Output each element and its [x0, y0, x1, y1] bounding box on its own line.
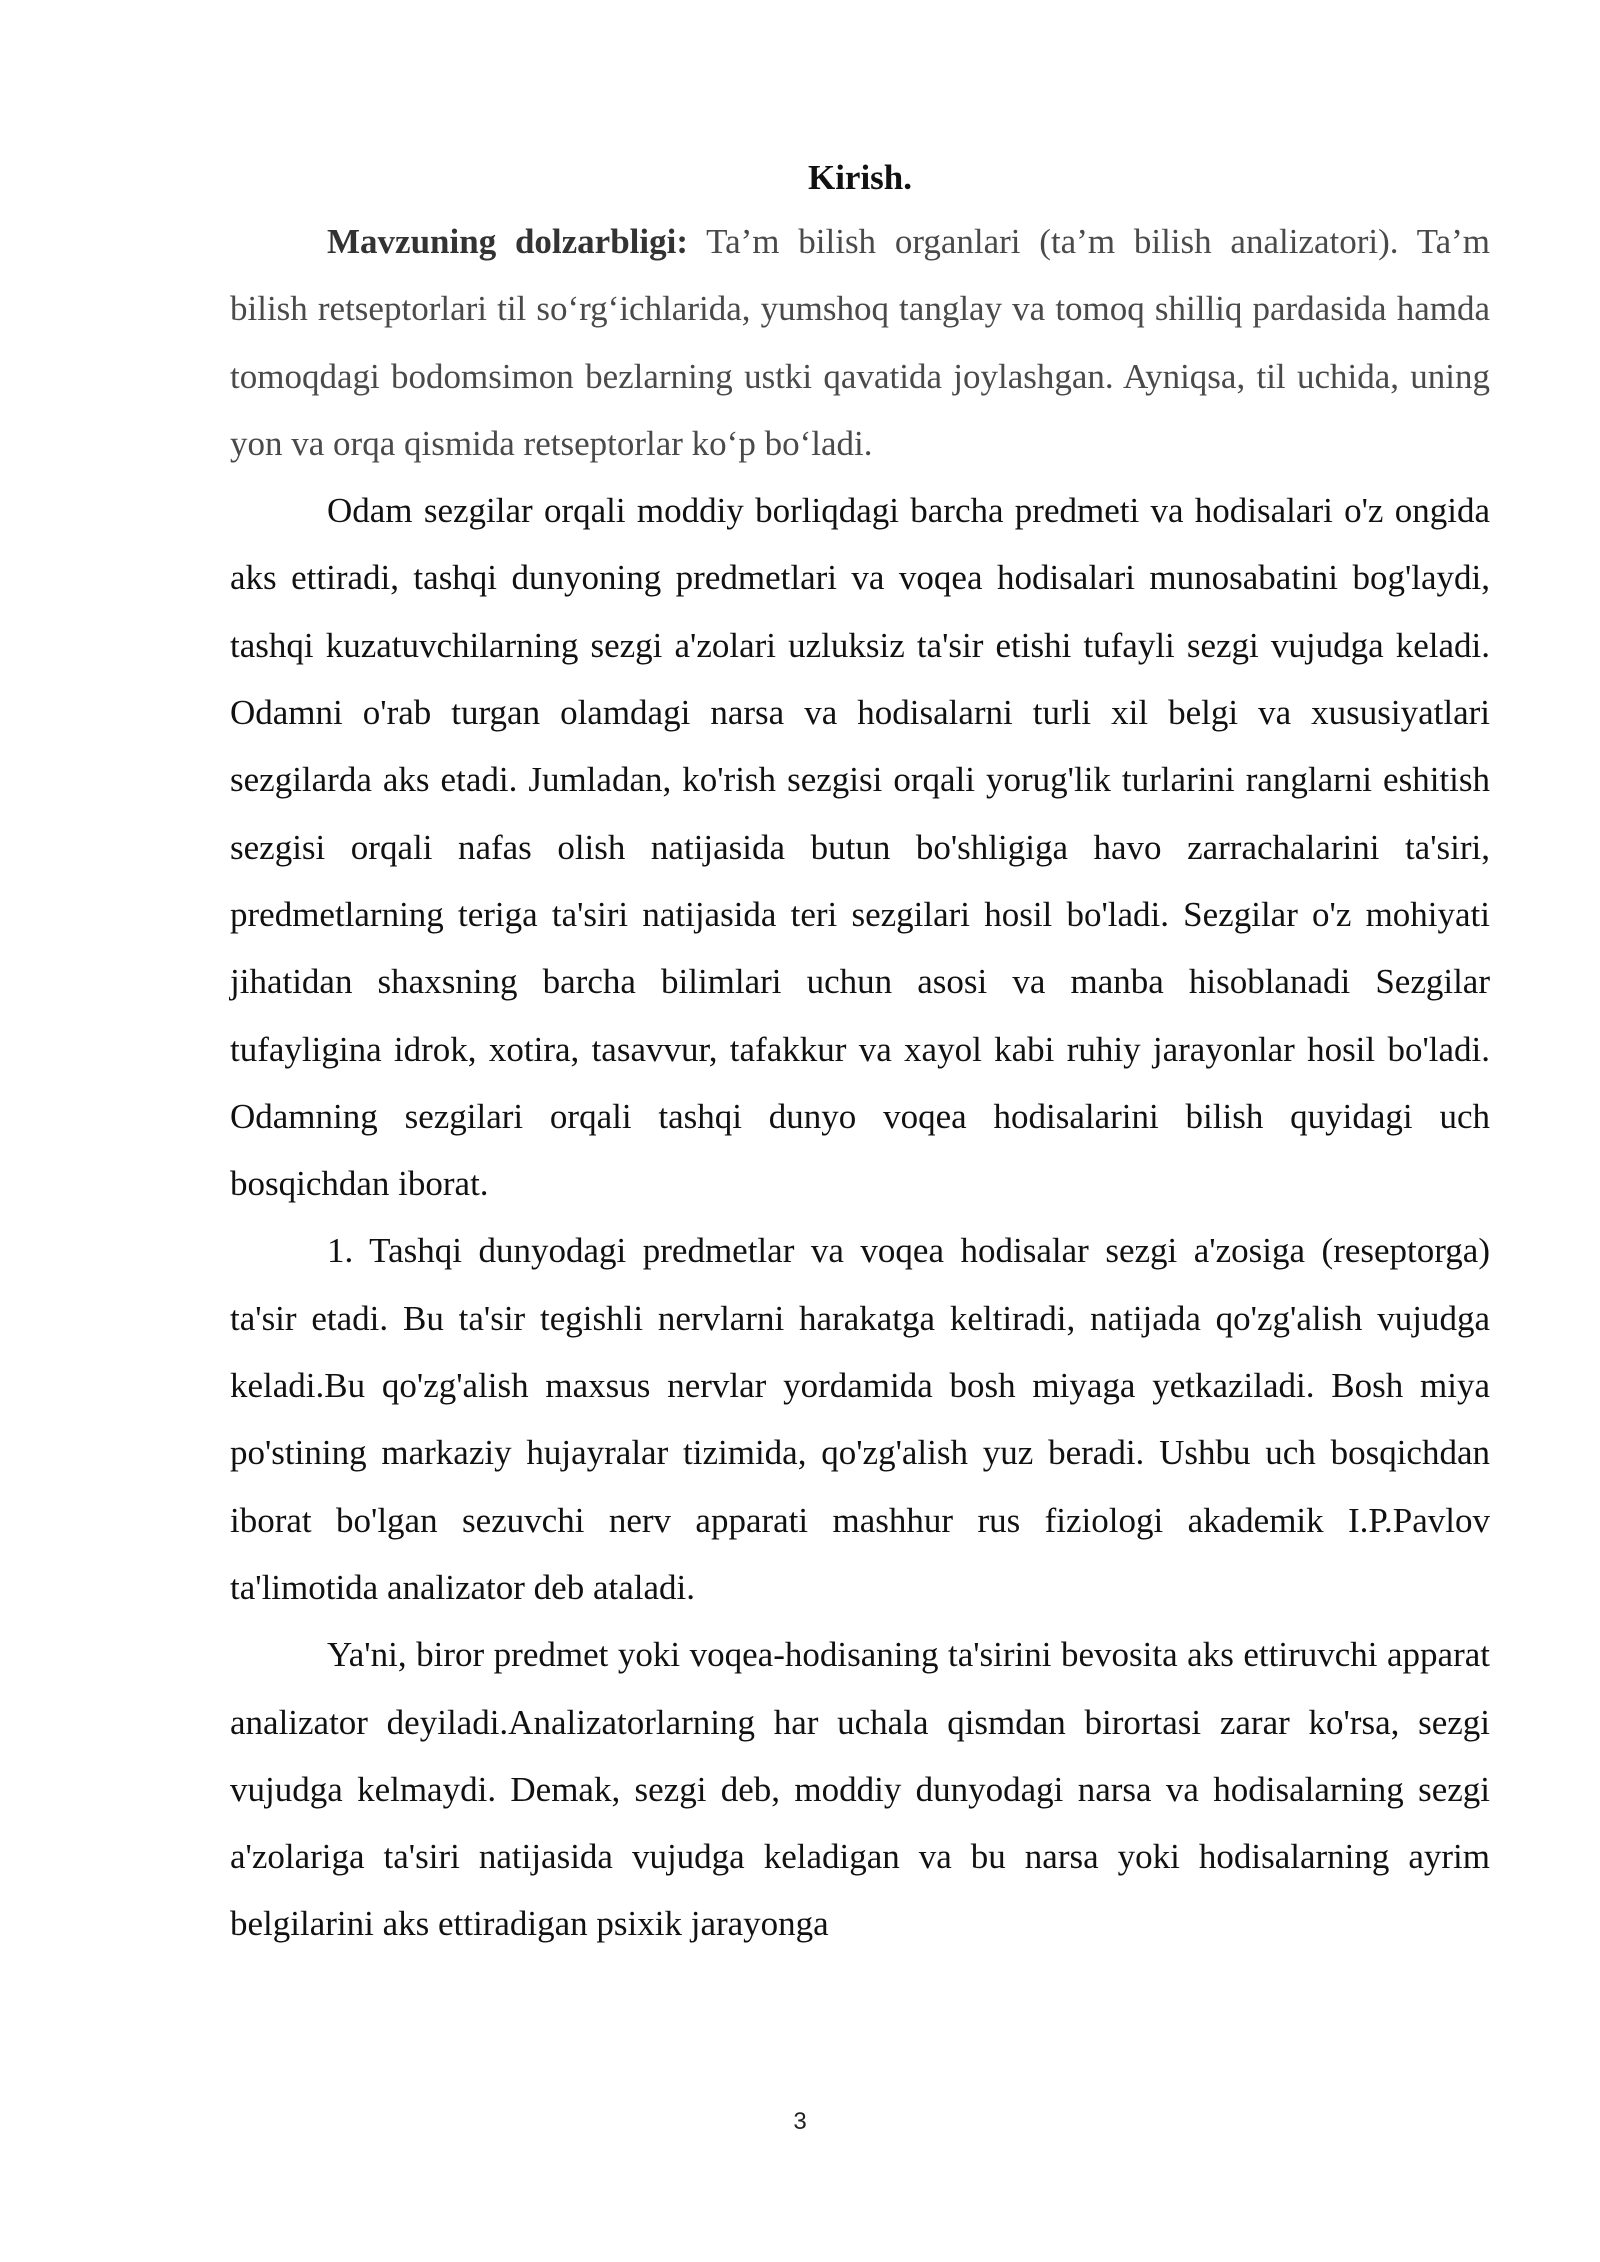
intro-text: Ta’m bilish organlari (ta’m bilish analizatori). Ta’m bilish retseptorlari til so‘rg‘ichlarida, yumshoq tanglay va tomoq shilliq pardasida hamda tomoqdagi bodomsimon bezlarning ustki qavatida joylashgan. Ayniqsa, til uchida, uning yon va orqa qismida retseptorlar ko‘p bo‘ladi.	[230, 222, 1490, 463]
paragraph-stage-one: 1. Tashqi dunyodagi predmetlar va voqea hodisalar sezgi a'zosiga (reseptorga) ta'sir etadi. Bu ta'sir tegishli nervlarni harakatga keltiradi, natijada qo'zg'alish vujudga keladi.Bu qo'zg'alish maxsus nervlar yordamida bosh miyaga yetkaziladi. Bosh miya po'stining markaziy hujayralar tizimida, qo'zg'alish yuz beradi. Ushbu uch bosqichdan iborat bo'lgan sezuvchi nerv apparati mashhur rus fiziologi akademik I.P.Pavlov ta'limotida analizator deb ataladi.	[230, 1231, 1490, 1607]
relevance-heading: Mavzuning dolzarbligi:	[327, 222, 689, 261]
page-content	[230, 148, 1490, 1958]
section-title: Kirish.	[807, 158, 913, 197]
page-number: 3	[793, 2108, 807, 2135]
paragraph-sensations: Odam sezgilar orqali moddiy borliqdagi barcha predmeti va hodisalari o'z ongida aks ettiradi, tashqi dunyoning predmetlari va voqea hodisalari munosabatini bog'laydi, tashqi kuzatuvchilarning sezgi a'zolari uzluksiz ta'sir etishi tufayli sezgi vujudga keladi. Odamni o'rab turgan olamdagi narsa va hodisalarni turli xil belgi va xususiyatlari sezgilarda aks etadi. Jumladan, ko'rish sezgisi orqali yorug'lik turlarini ranglarni eshitish sezgisi orqali nafas olish natijasida butun bo'shligiga havo zarrachalarini ta'siri, predmetlarning teriga ta'siri natijasida teri sezgilari hosil bo'ladi. Sezgilar o'z mohiyati jihatidan shaxsning barcha bilimlari uchun asosi va manba hisoblanadi Sezgilar tufayligina idrok, xotira, tasavvur, tafakkur va xayol kabi ruhiy jarayonlar hosil bo'ladi. Odamning sezgilari orqali tashqi dunyo voqea hodisalarini bilish quyidagi uch bosqichdan iborat.	[230, 491, 1490, 1204]
paragraph-analyzer-definition: Ya'ni, biror predmet yoki voqea-hodisaning ta'sirini bevosita aks ettiruvchi apparat analizator deyiladi.Analizatorlarning har uchala qismdan birortasi zarar ko'rsa, sezgi vujudga kelmaydi. Demak, sezgi deb, moddiy dunyodagi narsa va hodisalarning sezgi a'zolariga ta'siri natijasida vujudga keladigan va bu narsa yoki hodisalarning ayrim belgilarini aks ettiradigan psixik jarayonga	[230, 1635, 1490, 1944]
intro-paragraph	[230, 208, 1490, 477]
